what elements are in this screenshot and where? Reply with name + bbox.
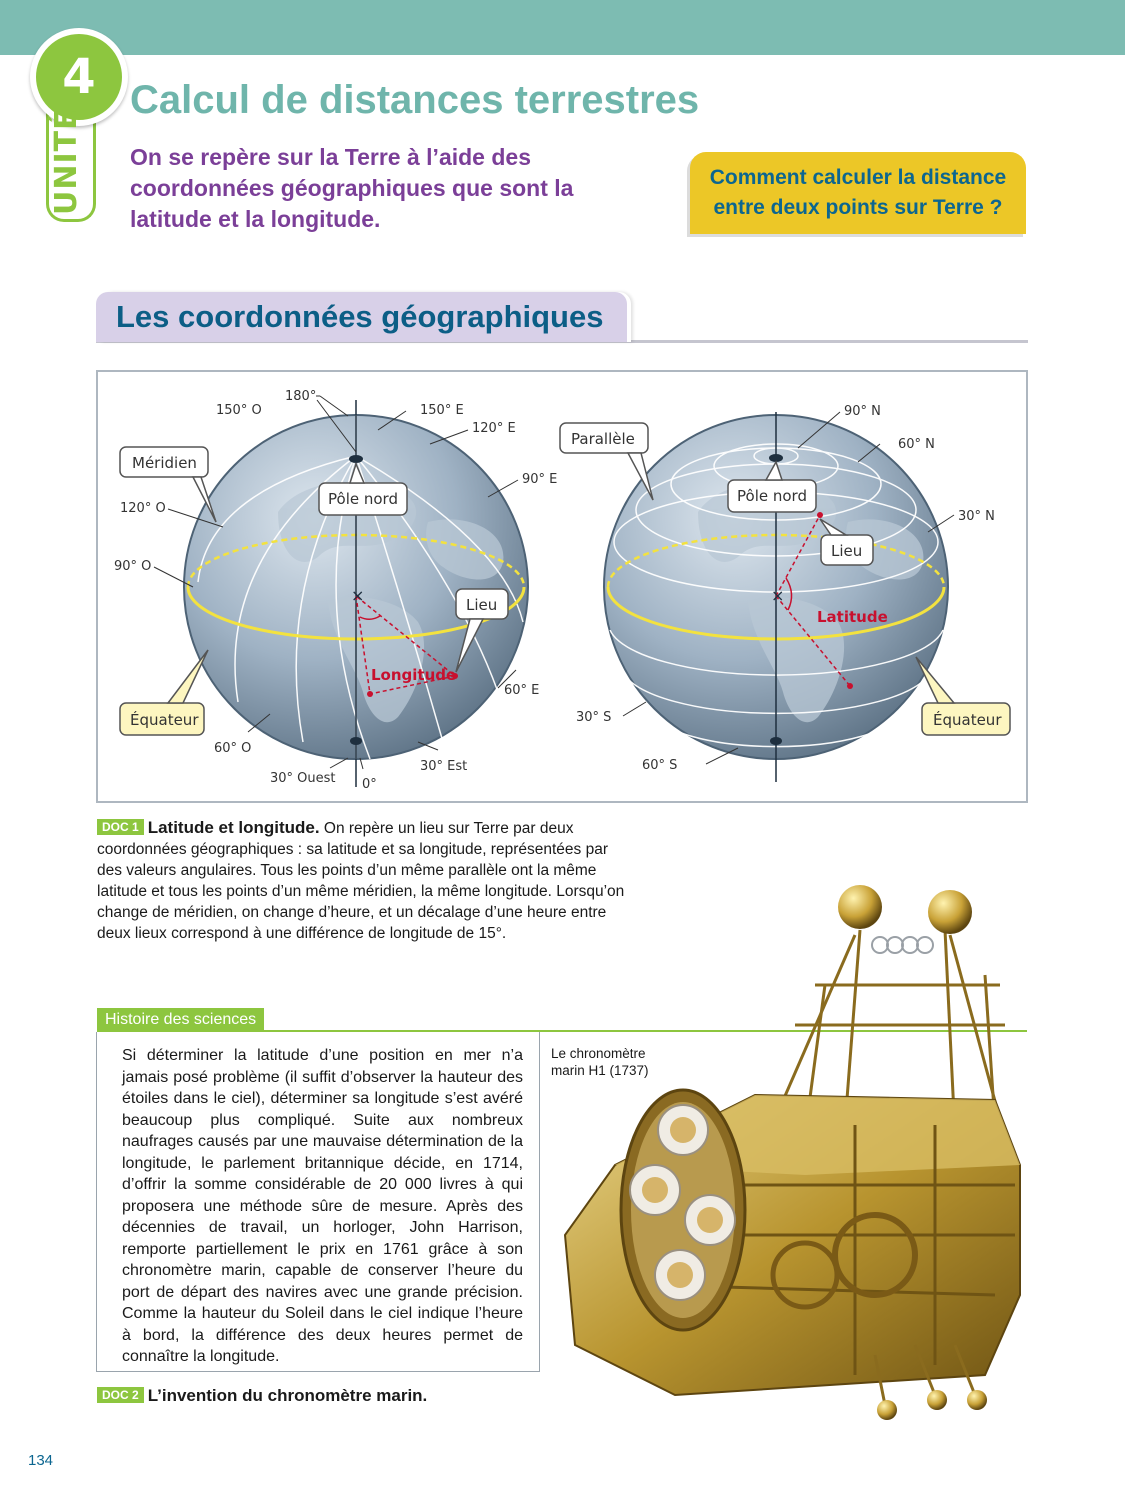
callout-parallele-text: Parallèle	[571, 430, 635, 448]
label-30-est: 30° Est	[420, 759, 468, 774]
doc2-tag: DOC 2	[97, 1387, 144, 1403]
label-30-ouest: 30° Ouest	[270, 771, 336, 786]
section-title: Les coordonnées géographiques	[116, 299, 604, 334]
doc1-title: Latitude et longitude.	[147, 818, 320, 837]
longitude-label: Longitude	[371, 666, 457, 684]
page-subtitle: On se repère sur la Terre à l’aide des coordonnées géographiques que sont la latitude et la longitude.	[130, 144, 574, 232]
north-pole-left	[349, 455, 363, 463]
doc1-figure	[96, 370, 1028, 803]
globes-diagram	[98, 372, 1026, 801]
label-60-o: 60° O	[214, 741, 252, 756]
chronometer-caption: Le chronomètre marin H1 (1737)	[551, 1046, 649, 1078]
callout-equateur-left-text: Équateur	[130, 711, 199, 729]
label-120-o: 120° O	[120, 501, 166, 516]
label-150-o: 150° O	[216, 403, 262, 418]
label-150-e: 150° E	[420, 403, 464, 418]
callout-meridien-text: Méridien	[132, 454, 197, 472]
doc1-text: On repère un lieu sur Terre par deux coordonnées géographiques : sa latitude et sa longitude, représentées par des valeurs angulaires. Tous les points d’un même parallèle ont la même latitude et tous les points d’un même méridien, la même longitude. Lorsqu’on change de méridien, on change d’heure, et un décalage d’une heure entre deux lieux correspond à une différence de longitude de 15°.	[97, 820, 625, 942]
page-number: 134	[28, 1452, 54, 1469]
page-title: Calcul de distances terrestres	[130, 78, 700, 122]
center-mark-right: ×	[771, 586, 785, 605]
globe-longitude	[114, 389, 557, 792]
label-30-n: 30° N	[958, 509, 995, 524]
equator-point-right	[847, 683, 853, 689]
section-heading	[96, 292, 627, 342]
label-90-n: 90° N	[844, 404, 881, 419]
header-band	[0, 0, 1125, 55]
callout-lieu-right-text: Lieu	[831, 542, 863, 560]
doc2-caption	[97, 1386, 427, 1406]
unit-label: UNITÉ	[49, 108, 84, 215]
latitude-label: Latitude	[817, 608, 888, 626]
callout-equateur-left	[120, 650, 208, 735]
globe-latitude	[560, 404, 1010, 782]
south-pole-right	[770, 737, 782, 745]
label-90-o: 90° O	[114, 559, 152, 574]
label-30-s: 30° S	[576, 710, 612, 725]
doc1-tag: DOC 1	[97, 819, 144, 835]
equator-point-left	[367, 691, 373, 697]
history-label: Histoire des sciences	[97, 1008, 264, 1032]
callout-equateur-right-text: Équateur	[933, 711, 1002, 729]
label-60-e: 60° E	[504, 683, 540, 698]
label-0: 0°	[362, 777, 377, 792]
key-question: Comment calculer la distance entre deux points sur Terre ?	[709, 166, 1007, 219]
label-60-n: 60° N	[898, 437, 935, 452]
center-mark-left: ×	[351, 586, 365, 605]
doc2-title: L’invention du chronomètre marin.	[147, 1386, 428, 1405]
callout-equateur-right	[916, 657, 1010, 735]
key-question-box	[690, 152, 1026, 234]
callout-pole-nord-right-text: Pôle nord	[737, 487, 807, 505]
label-120-e: 120° E	[472, 421, 516, 436]
callout-lieu-left-text: Lieu	[466, 596, 498, 614]
label-90-e: 90° E	[522, 472, 558, 487]
label-60-s: 60° S	[642, 758, 678, 773]
label-180: 180°	[285, 389, 317, 404]
history-text: Si déterminer la latitude d’une position en mer n’a jamais posé problème (il suffit d’observer la hauteur des étoiles dans le ciel), déterminer sa longitude s’est avéré beaucoup plus compliqué. Suite aux nombreux naufrages causés par une mauvaise détermination de la longitude, le parlement britannique décide, en 1714, d’offrir la somme considérable de 20 000 livres à qui proposera une méthode sûre de mesure. Après des décennies de travail, un horloger, John Harrison, remporte partiellement le prix en 1761 grâce à son chronomètre marin, capable de conserver l’heure du port de départ des navires avec une grande précision. Comme la hauteur du Soleil dans le ciel indique l’heure à bord, la différence des deux heures permet de connaître la longitude.	[122, 1047, 523, 1365]
place-point-right	[817, 512, 823, 518]
callout-pole-nord-left-text: Pôle nord	[328, 490, 398, 508]
unit-number: 4	[62, 49, 96, 105]
south-pole-left	[350, 737, 362, 745]
chronometer-h1-image	[555, 875, 1025, 1435]
